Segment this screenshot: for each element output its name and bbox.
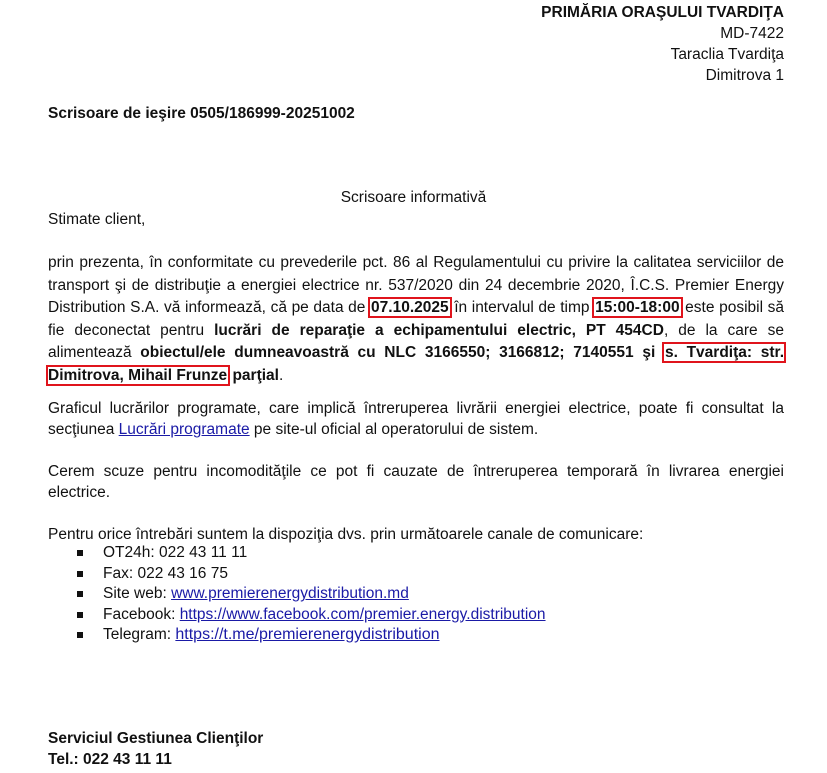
recipient-name: PRIMĂRIA ORAŞULUI TVARDIŢA bbox=[541, 4, 784, 21]
outage-location: s. Tvardiţa: str. Dimitrova, Mihail Frunze bbox=[48, 344, 785, 384]
telegram-label: Telegram: bbox=[103, 626, 176, 643]
outage-objects: obiectul/ele dumneavoastră cu NLC 3166550; 3166812; 7140551 şi bbox=[140, 344, 664, 361]
signature-block bbox=[48, 728, 263, 770]
bullet-icon bbox=[77, 612, 83, 618]
recipient-street: Dimitrova 1 bbox=[705, 67, 784, 84]
paragraph-schedule bbox=[48, 398, 784, 440]
paragraph-apology: Cerem scuze pentru incomodităţile ce pot fi cauzate de întreruperea temporară în livrarea energiei electrice. bbox=[48, 463, 784, 501]
outage-work: lucrări de reparaţie a echipamentului electric, PT 454CD bbox=[214, 321, 664, 339]
letter-title: Scrisoare informativă bbox=[340, 189, 487, 206]
paragraph-outage-notice bbox=[48, 252, 784, 387]
bullet-icon bbox=[77, 632, 83, 638]
site-label: Site web: bbox=[103, 585, 172, 602]
p2-text-2: pe site-ul oficial al operatorului de sistem. bbox=[249, 421, 539, 438]
recipient-postal-code: MD-7422 bbox=[720, 25, 784, 42]
outage-date: 07.10.2025 bbox=[371, 299, 449, 316]
contact-telegram bbox=[48, 625, 546, 646]
bullet-icon bbox=[77, 571, 83, 577]
planned-works-link[interactable]: Lucrări programate bbox=[118, 421, 250, 438]
facebook-label: Facebook: bbox=[103, 605, 180, 623]
greeting: Stimate client, bbox=[48, 211, 146, 228]
contact-ot24h bbox=[48, 543, 546, 564]
contact-fax bbox=[48, 564, 546, 585]
telegram-link[interactable]: https://t.me/premierenergydistribution bbox=[175, 626, 440, 643]
p1-text-end: . bbox=[278, 366, 284, 384]
signature-phone: Tel.: 022 43 11 11 bbox=[48, 751, 172, 768]
contact-fax-text: Fax: 022 43 16 75 bbox=[103, 564, 228, 582]
p1-text-1: prin prezenta, în conformitate cu prevederile pct. 86 al Regulamentului cu privire la calitatea serviciilor de transport şi de distribuţie a energiei electrice nr. 537/2020 din 24 decembrie 2020, Î.C.S. Premier Energy Distribution S.A. vă informează, că pe data de bbox=[48, 254, 784, 316]
letter-reference: Scrisoare de ieşire 0505/186999-20251002 bbox=[48, 105, 355, 122]
recipient-address bbox=[541, 2, 784, 86]
p2-text-1: Graficul lucrărilor programate, care implică întreruperea livrării energiei electrice, poate fi consultat la secţiunea bbox=[48, 400, 784, 438]
outage-partial: parţial bbox=[228, 366, 279, 384]
signature-department: Serviciul Gestiunea Clienţilor bbox=[48, 730, 264, 747]
bullet-icon bbox=[77, 591, 83, 597]
contact-list bbox=[48, 543, 546, 646]
bullet-icon bbox=[77, 550, 83, 556]
contact-site bbox=[48, 584, 546, 605]
p1-text-3: este posibil să fie deconectat pentru bbox=[48, 299, 785, 339]
site-link[interactable]: www.premierenergydistribution.md bbox=[171, 585, 409, 602]
paragraph-contact-intro: Pentru orice întrebări suntem la dispoziţia dvs. prin următoarele canale de comunicare: bbox=[48, 526, 644, 543]
recipient-city: Taraclia Tvardiţa bbox=[670, 46, 784, 63]
facebook-link[interactable]: https://www.facebook.com/premier.energy.distribution bbox=[179, 605, 546, 623]
contact-ot24h-text: OT24h: 022 43 11 11 bbox=[103, 544, 248, 561]
p1-text-2: în intervalul de timp bbox=[449, 299, 595, 316]
outage-time: 15:00-18:00 bbox=[595, 299, 680, 316]
contact-facebook bbox=[48, 605, 546, 626]
p1-text-4: , de la care se alimentează bbox=[48, 321, 785, 361]
